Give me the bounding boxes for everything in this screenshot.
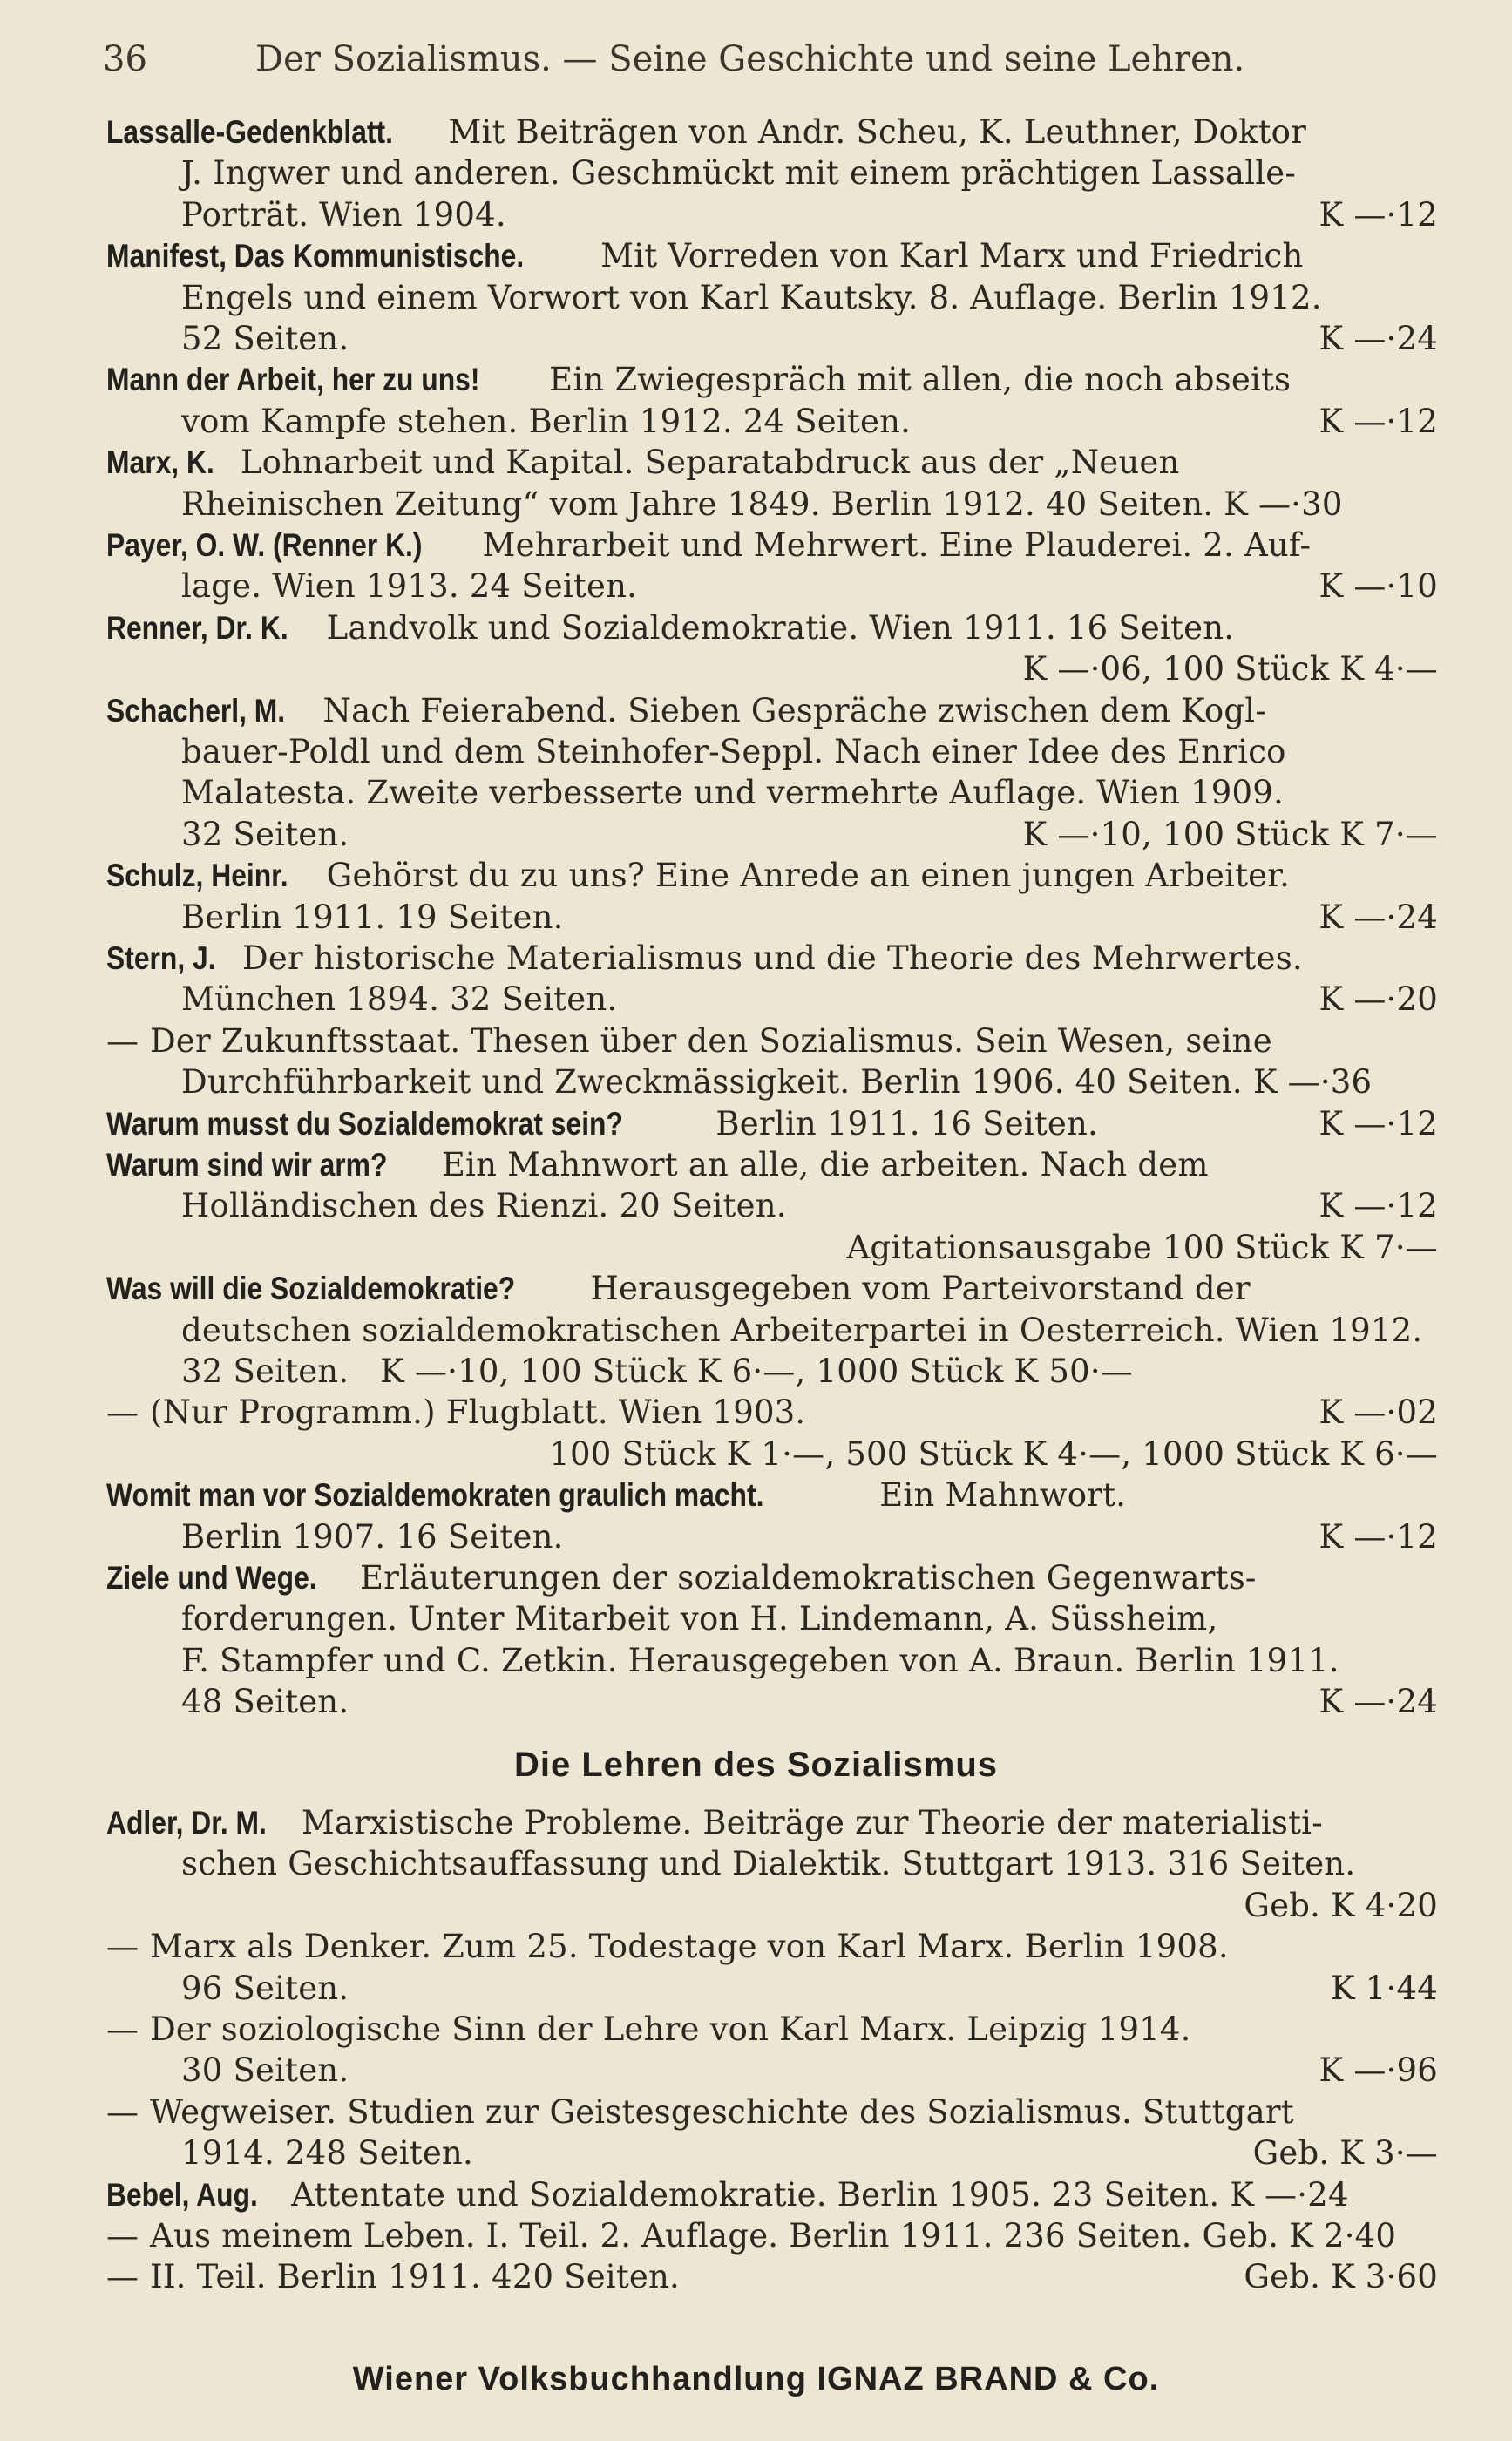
entry-price: K —·12: [1319, 402, 1438, 440]
entry-author: Payer, O. W. (Renner K.): [106, 527, 423, 563]
entry-text: Porträt. Wien 1904.: [181, 195, 506, 234]
entry-text: Mit Vorreden von Karl Marx und Friedrich: [600, 237, 1304, 275]
entry-price: K —·24: [1319, 319, 1438, 357]
entry-line: [106, 1310, 1438, 1351]
entry-line: [106, 2009, 1438, 2050]
entry-price: K —·12: [1319, 1187, 1438, 1225]
entry-text: vom Kampfe stehen. Berlin 1912. 24 Seiten.: [181, 402, 912, 440]
entry-line: [106, 1020, 1438, 1061]
entry-line: [106, 1926, 1438, 1967]
entry-text: Marxistische Probleme. Beiträge zur Theorie der materialisti-: [301, 1804, 1323, 1841]
entry-price: K —·12: [1319, 1517, 1438, 1556]
entry-author: Bebel, Aug.: [106, 2176, 258, 2213]
entry-line: [106, 1392, 1438, 1433]
entry-line: [106, 1475, 1438, 1515]
catalog-entry: [106, 938, 1438, 1020]
catalog-entry: [106, 607, 1438, 690]
page-number: 36: [103, 39, 147, 79]
entry-text: Herausgegeben vom Parteivorstand der: [590, 1270, 1251, 1308]
catalog-entry: [106, 235, 1438, 359]
ditto-dash: —: [106, 2217, 139, 2255]
entry-text: 48 Seiten.: [181, 1683, 349, 1721]
entry-line: [106, 1144, 1438, 1185]
entry-text: 32 Seiten.: [181, 815, 349, 853]
entry-price: K —·12: [1319, 195, 1438, 234]
entry-text: Mit Beiträgen von Andr. Scheu, K. Leuthner, Doktor: [448, 113, 1307, 151]
entry-author: Marx, K.: [106, 444, 214, 481]
entry-text: forderungen. Unter Mitarbeit von H. Lindemann, A. Süssheim,: [181, 1600, 1218, 1638]
entry-line: [106, 318, 1438, 359]
entry-line: [106, 897, 1438, 938]
entry-line: [106, 235, 1438, 276]
entry-price: Geb. K 4·20: [1244, 1886, 1438, 1924]
entry-price: 100 Stück K 1·—, 500 Stück K 4·—, 1000 Stück K 6·—: [549, 1434, 1438, 1473]
entry-line: [106, 2050, 1438, 2091]
catalog-entry: [106, 2174, 1438, 2215]
entry-text: Holländischen des Rienzi. 20 Seiten.: [181, 1187, 787, 1225]
entry-line: [106, 772, 1438, 813]
ditto-dash: —: [106, 2092, 139, 2131]
entry-text: Engels und einem Vorwort von Karl Kautsky. 8. Auflage. Berlin 1912.: [181, 278, 1322, 316]
entry-line: [106, 648, 1438, 689]
entry-line: [106, 1516, 1438, 1557]
entry-text: J. Ingwer und anderen. Geschmückt mit einem prächtigen Lassalle-: [181, 154, 1297, 193]
entry-text: Ein Mahnwort an alle, die arbeiten. Nach dem: [441, 1146, 1209, 1183]
entry-price: Geb. K 3·—: [1252, 2134, 1438, 2173]
entry-text: 32 Seiten. K —·10, 100 Stück K 6·—, 1000 Stück K 50·—: [181, 1352, 1134, 1390]
catalog-entry: [106, 359, 1438, 442]
entry-line: [106, 2092, 1438, 2132]
entry-text: Ein Mahnwort.: [879, 1476, 1127, 1515]
entry-text: 52 Seiten.: [181, 319, 349, 357]
entry-text: München 1894. 32 Seiten.: [181, 980, 618, 1019]
entry-text: Marx als Denker. Zum 25. Todestage von Karl Marx. Berlin 1908.: [150, 1928, 1229, 1966]
entry-text: schen Geschichtsauffassung und Dialektik. Stuttgart 1913. 316 Seiten.: [181, 1845, 1356, 1883]
entry-author: Manifest, Das Kommunistische.: [106, 238, 525, 275]
entry-text: Nach Feierabend. Sieben Gespräche zwischen dem Kogl-: [322, 691, 1267, 729]
catalog-entry: [106, 1268, 1438, 1392]
entry-line: [106, 979, 1438, 1020]
entry-price: K —·20: [1319, 980, 1438, 1019]
catalog-entry: [106, 1392, 1438, 1475]
entry-line: [106, 112, 1438, 153]
entry-line: [106, 1227, 1438, 1268]
entry-text: Durchführbarkeit und Zweckmässigkeit. Berlin 1906. 40 Seiten. K —·36: [181, 1063, 1373, 1102]
catalog-entry: [106, 1802, 1438, 1926]
catalog-entry: [106, 1020, 1438, 1103]
entry-author: Renner, Dr. K.: [106, 609, 288, 646]
entry-line: [106, 1598, 1438, 1639]
ditto-dash: —: [106, 2258, 139, 2296]
catalog-entry: [106, 525, 1438, 607]
entry-text: F. Stampfer und C. Zetkin. Herausgegeben von A. Braun. Berlin 1911.: [181, 1641, 1339, 1679]
entry-line: [106, 1268, 1438, 1309]
ditto-dash: —: [106, 1021, 139, 1060]
catalog-entry: [106, 2215, 1438, 2256]
entry-price: Agitationsausgabe 100 Stück K 7·—: [846, 1228, 1438, 1266]
entry-text: Gehörst du zu uns? Eine Anrede an einen jungen Arbeiter.: [326, 857, 1291, 895]
catalog-entry: [106, 1103, 1438, 1144]
entry-author: Adler, Dr. M.: [106, 1805, 267, 1841]
catalog-entry: [106, 1144, 1438, 1268]
entry-line: [106, 855, 1438, 896]
ditto-dash: —: [106, 1393, 139, 1432]
entry-line: [106, 1185, 1438, 1226]
entry-line: [106, 2256, 1438, 2297]
entry-author: Was will die Sozialdemokratie?: [106, 1271, 516, 1307]
entry-line: [106, 690, 1438, 731]
entry-line: [106, 525, 1438, 566]
entry-line: [106, 359, 1438, 400]
entry-text: Ein Zwiegespräch mit allen, die noch abseits: [549, 361, 1292, 399]
entry-line: [106, 1640, 1438, 1681]
catalog-entry: [106, 2009, 1438, 2092]
entry-text: Berlin 1907. 16 Seiten.: [181, 1517, 564, 1556]
entry-text: Der soziologische Sinn der Lehre von Karl Marx. Leipzig 1914.: [150, 2010, 1191, 2048]
entry-line: [106, 194, 1438, 235]
catalog-entry: [106, 112, 1438, 235]
entry-text: Lohnarbeit und Kapital. Separatabdruck aus der „Neuen: [240, 444, 1180, 482]
entry-line: [106, 814, 1438, 855]
entry-line: [106, 1351, 1438, 1392]
catalog-entry: [106, 442, 1438, 525]
entry-text: Rheinischen Zeitung“ vom Jahre 1849. Berlin 1912. 40 Seiten. K —·30: [181, 485, 1343, 523]
entry-text: (Nur Programm.) Flugblatt. Wien 1903.: [150, 1393, 806, 1432]
entry-line: [106, 607, 1438, 648]
entry-author: Mann der Arbeit, her zu uns!: [106, 362, 480, 398]
entry-line: [106, 1434, 1438, 1475]
entry-text: Berlin 1911. 19 Seiten.: [181, 898, 564, 936]
entry-text: 1914. 248 Seiten.: [181, 2134, 473, 2173]
entry-line: [106, 1061, 1438, 1102]
entry-price: K —·10, 100 Stück K 7·—: [1022, 815, 1438, 853]
entry-line: [106, 442, 1438, 483]
entry-line: [106, 484, 1438, 525]
entry-text: Erläuterungen der sozialdemokratischen Gegenwarts-: [359, 1559, 1257, 1597]
entry-author: Warum sind wir arm?: [106, 1147, 388, 1183]
entry-author: Schulz, Heinr.: [106, 858, 288, 894]
entry-text: Der Zukunftsstaat. Thesen über den Sozialismus. Sein Wesen, seine: [150, 1021, 1272, 1060]
entry-line: [106, 1843, 1438, 1884]
entry-text: 96 Seiten.: [181, 1969, 349, 2007]
entry-line: [106, 566, 1438, 607]
ditto-dash: —: [106, 2010, 139, 2048]
entry-text: Wegweiser. Studien zur Geistesgeschichte des Sozialismus. Stuttgart: [150, 2092, 1294, 2131]
entry-price: K —·10: [1319, 567, 1438, 606]
entry-author: Womit man vor Sozialdemokraten graulich macht.: [106, 1477, 764, 1514]
entry-text: bauer-Poldl und dem Steinhofer-Seppl. Nach einer Idee des Enrico: [181, 732, 1286, 770]
catalog-entry: [106, 2256, 1438, 2297]
running-head: [103, 33, 1427, 85]
section-heading: Die Lehren des Sozialismus: [513, 1746, 999, 1784]
ditto-dash: —: [106, 1928, 139, 1966]
entry-line: [106, 2215, 1438, 2256]
entry-author: Warum musst du Sozialdemokrat sein?: [106, 1105, 623, 1142]
entry-text: Aus meinem Leben. I. Teil. 2. Auflage. Berlin 1911. 236 Seiten. Geb. K 2·40: [150, 2217, 1397, 2255]
entry-line: [106, 938, 1438, 979]
publisher-footer: Wiener Volksbuchhandlung IGNAZ BRAND & Co.: [352, 2361, 1160, 2397]
entry-text: deutschen sozialdemokratischen Arbeiterpartei in Oesterreich. Wien 1912.: [181, 1311, 1423, 1349]
entry-author: Stern, J.: [106, 940, 216, 976]
entry-line: [106, 1103, 1438, 1144]
entry-text: Mehrarbeit und Mehrwert. Eine Plauderei. 2. Auf-: [482, 526, 1312, 564]
entry-line: [106, 1885, 1438, 1926]
entry-text: Attentate und Sozialdemokratie. Berlin 1905. 23 Seiten. K —·24: [291, 2175, 1349, 2214]
entry-line: [106, 1557, 1438, 1598]
catalog-entry: [106, 1926, 1438, 2009]
entry-line: [106, 277, 1438, 318]
entry-line: [106, 153, 1438, 193]
entry-price: Geb. K 3·60: [1244, 2258, 1438, 2296]
entry-text: Malatesta. Zweite verbesserte und vermehrte Auflage. Wien 1909.: [181, 774, 1284, 812]
catalog-entry: [106, 1475, 1438, 1557]
entry-price: K —·12: [1319, 1104, 1438, 1143]
catalog-entry: [106, 2092, 1438, 2174]
entry-line: [106, 2132, 1438, 2173]
entry-line: [106, 1968, 1438, 2009]
entry-text: Landvolk und Sozialdemokratie. Wien 1911. 16 Seiten.: [326, 608, 1235, 647]
entry-author: Ziele und Wege.: [106, 1560, 317, 1596]
entry-price: K 1·44: [1331, 1969, 1438, 2007]
catalog-entry: [106, 1557, 1438, 1723]
entry-text: Der historische Materialismus und die Theorie des Mehrwertes.: [241, 939, 1303, 977]
entry-price: K —·24: [1319, 898, 1438, 936]
entry-author: Lassalle-Gedenkblatt.: [106, 114, 393, 150]
entry-line: [106, 1802, 1438, 1843]
entry-line: [106, 401, 1438, 442]
entry-price: K —·06, 100 Stück K 4·—: [1022, 650, 1438, 688]
entry-line: [106, 1681, 1438, 1722]
entry-author: Schacherl, M.: [106, 692, 286, 729]
entry-text: Berlin 1911. 16 Seiten.: [715, 1104, 1098, 1143]
entry-text: 30 Seiten.: [181, 2051, 349, 2090]
entry-price: K —·02: [1319, 1393, 1438, 1432]
running-title: Der Sozialismus. — Seine Geschichte und seine Lehren.: [255, 39, 1245, 79]
entry-price: K —·24: [1319, 1683, 1438, 1721]
entry-text: lage. Wien 1913. 24 Seiten.: [181, 567, 638, 606]
entry-line: [106, 2174, 1438, 2215]
entry-line: [106, 731, 1438, 772]
catalog-entry: [106, 855, 1438, 938]
entry-text: II. Teil. Berlin 1911. 420 Seiten.: [150, 2258, 680, 2296]
entry-price: K —·96: [1319, 2051, 1438, 2090]
catalog-entry: [106, 690, 1438, 856]
